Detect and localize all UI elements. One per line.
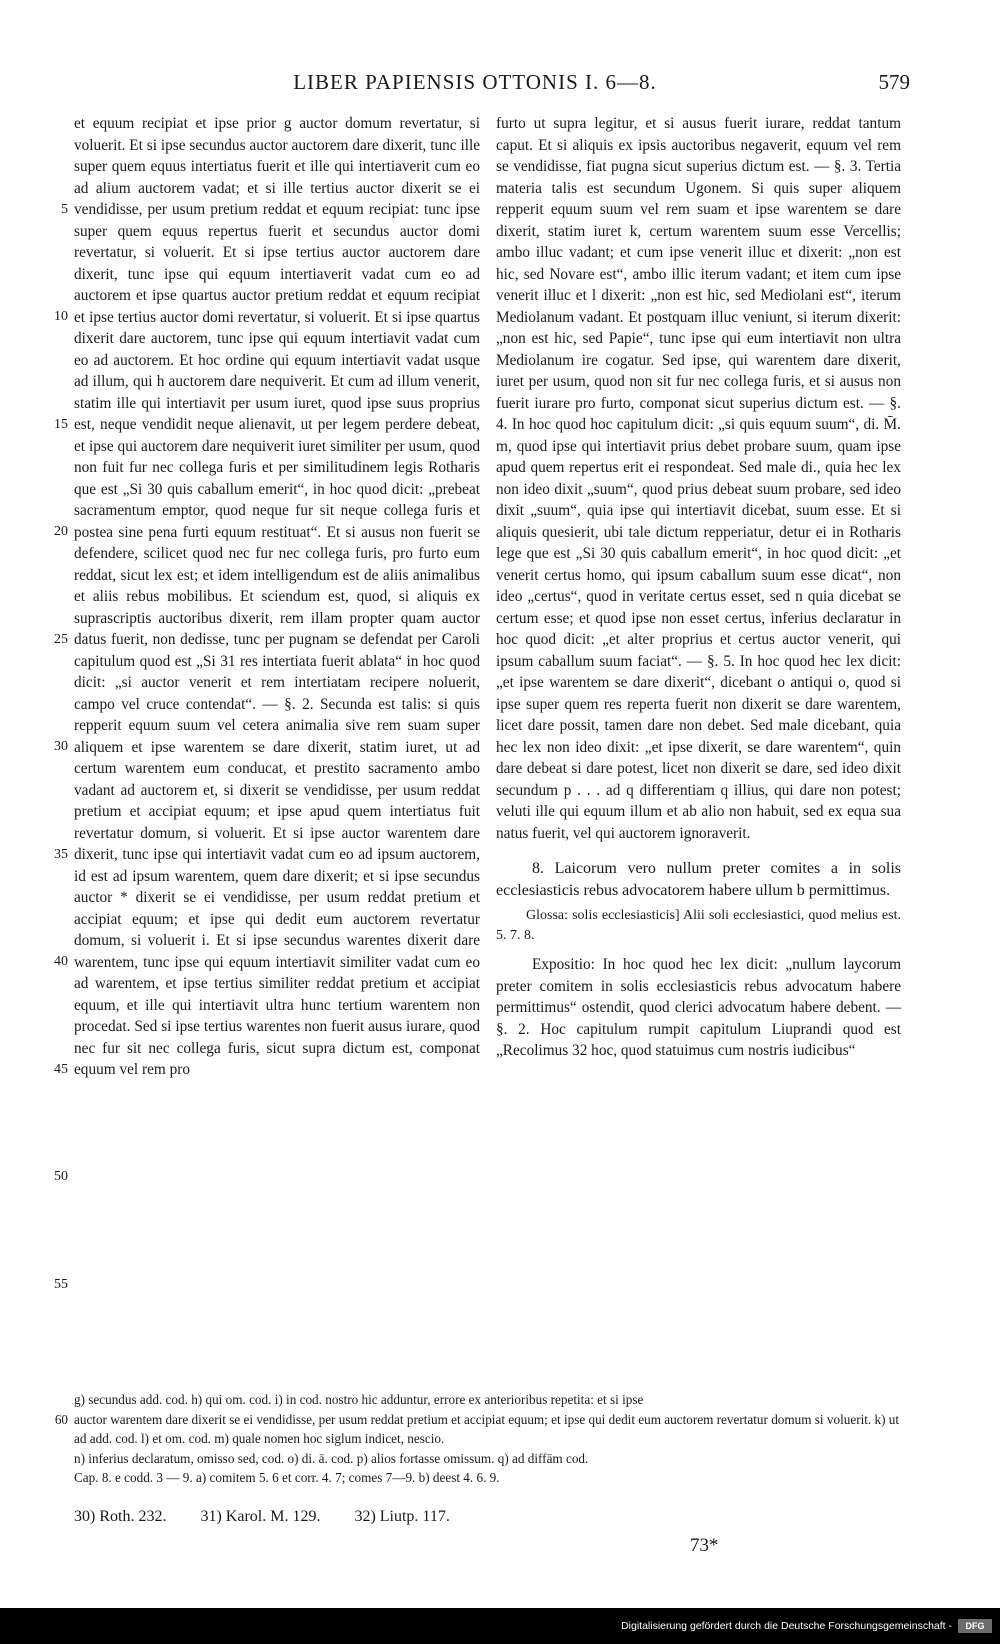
line-number: 10: [54, 309, 68, 324]
critical-apparatus: [22, 1390, 902, 1488]
left-column: [74, 113, 480, 1081]
right-column: [496, 113, 901, 1062]
apparatus-text: auctor warentem dare dixerit se ei vendidisse, per usum reddat pretium et accipiat equum; et ipse qui dedit eum auctorem revertatur domum si voluerit. k) ut ad add. cod. l) et om. cod. m) quale nomen hoc siglum indicet, nescio.: [74, 1411, 900, 1446]
running-header: [40, 70, 910, 102]
apparatus-line-number: 60: [54, 1411, 68, 1427]
page-number: 579: [878, 70, 910, 94]
line-number: 50: [54, 1169, 68, 1184]
apparatus-text: g) secundus add. cod. h) qui om. cod. i) in cod. nostro hic adduntur, errore ex anterioribus repetita: et si ipse: [74, 1392, 644, 1407]
expositio-text: Expositio: In hoc quod hec lex dicit: „nullum laycorum preter comitem in solis ecclesiasticis rebus advocatum habere permittimus“ ostendit, quod clerici advocatum habere debent. — §. 2. Hoc capitulum rumpit capitulum Liuprandi quod est „Recolimus 32 hoc, quod statuimus cum nostris iudicibus“: [496, 956, 901, 1059]
running-title: LIBER PAPIENSIS OTTONIS I. 6—8.: [293, 70, 657, 94]
line-number: 5: [61, 202, 68, 217]
signature-mark: 73*: [690, 1535, 719, 1556]
line-number: 20: [54, 524, 68, 539]
line-number: 45: [54, 1062, 68, 1077]
glossa-text: Glossa: solis ecclesiasticis] Alii soli ecclesiastici, quod melius est. 5. 7. 8.: [496, 908, 901, 943]
source-footnotes: [74, 1508, 544, 1526]
line-number: 40: [54, 954, 68, 969]
footnote-ref: 30) Roth. 232.: [74, 1508, 167, 1525]
section-8-text: 8. Laicorum vero nullum preter comites a in solis ecclesiasticis rebus advocatorem habere ullum b permittimus.: [496, 860, 901, 899]
footnote-ref: 31) Karol. M. 129.: [200, 1508, 321, 1525]
line-number: 30: [54, 739, 68, 754]
apparatus-text: Cap. 8. e codd. 3 — 9. a) comitem 5. 6 et corr. 4. 7; comes 7—9. b) deest 4. 6. 9.: [74, 1470, 500, 1485]
line-number: 55: [54, 1277, 68, 1292]
footnote-ref: 32) Liutp. 117.: [354, 1508, 450, 1525]
digitization-footer: [0, 1608, 1000, 1644]
apparatus-text: n) inferius declaratum, omisso sed, cod. o) di. ā. cod. p) alios fortasse omissum. q) ad diffām cod.: [74, 1450, 589, 1466]
line-number: 15: [54, 417, 68, 432]
line-number: 25: [54, 632, 68, 647]
right-column-text: furto ut supra legitur, et si ausus fuerit iurare, reddat tantum caput. Et si aliquis ex ipsis auctoribus negaverit, equum vel rem se vendidisse, fiat pugna sicut superius dictum est. — §. 3. Tertia materia talis est secundum Ugonem. Si quis super aliquem repperit equum suum vel rem suam et ipse warentem se dare dixerit, statim iuret k, certum warentem suum esse Vercellis; ambo illuc vadant; et cum ipse venerit illuc et dixerit: „non est hic, sed Novare est“, ambo illic iterum vadant; et item cum ipse venerit illuc et l dixerit: „non est hic, sed Mediolani est“, iterum Mediolanum vadant. Et postquam illuc veniunt, si iterum dixerit: „non est hic, sed Papie“, tunc ipse qui eum intertiavit non ultra Mediolanum ire cogatur. Sed ipse, qui warentem dare dixerit, iuret per usum, quod non sit fur nec collega furis, et si ausus non fuerit iurare pro furto, componat sicut superius dictum est. — §. 4. In hoc quod hoc capitulum dicit: „si quis equum suum“, di. M̄. m, quod ipse qui intertiavit prius debet probare suum, quam ipse apud quem repertus erit ei respondeat. Sed male di., quia hec lex non ideo dixit „suum“, quod prius debeat suum probare, sed ideo dixit „suum“, quia ipse qui intertiavit dicebat, suum esse. Et si aliquis quesierit, ubi tale dictum repperiatur, detur ei in Rotharis lege que est „Si 30 quis caballum emerit“, in hoc quod dicit: „et venerit certus homo, qui ipsum caballum suum esse dicat“, non ideo „certus“, quod in veritate certus esset, sed n quia dicebat se certum esse; et quod ipse non esset certus, inferius declaratur in hoc quod dicit: „et alter proprius et certus auctor venerit, qui ipsum caballum suum faciat“. — §. 5. In hoc quod hec lex dicit: „et ipse warentem se dare dixerit“, dicebant o antiqui o, quod si ipse super quem res reperta fuerit non dixerit se dare warentem, licet dare possit, tamen dare non debet. Sed male dicebant, quia hec lex non ideo dixit: „et ipse dixerit, se dare warentem“, quin dare debeat si dare potest, licet non dixerit se dare, sed ideo dixit secundum p . . . ad q differentiam q illius, qui dare non potest; veluti ille qui equum illum et ab alio non habuit, sed ex equa sua natus fuerit, vel qui auctorem ignoraverit.: [496, 115, 901, 842]
apparatus-line: [22, 1410, 902, 1449]
left-column-text: et equum recipiat et ipse prior g auctor domum revertatur, si voluerit. Et si ipse secundus auctor auctorem dare dixerit, tunc ille super quem equus intertiatus fuerit et ille qui intertiaverit cum eo ad alium auctorem vadat; et si ille tertius auctor dixerit se ei vendidisse, per usum pretium reddat et equum recipiat: tunc ipse super quem equus repertus fuerit et secundus auctor domi revertatur, si voluerit. Et si ipse tertius auctor auctorem dare dixerit, tunc ipse qui equum intertiaverit vadat cum eo ad auctorem et ipse quartus auctor pretium reddat et equum recipiat et ipse tertius auctor domi revertatur, si voluerit. Et si ipse quartus dixerit dare auctorem, tunc ipse qui equum intertiavit vadat cum eo ad auctorem. Et hoc ordine qui equum intertiavit vadat usque ad illum, qui h auctorem dare nequiverit. Et cum ad illum venerit, statim ille qui intertiavit per usum iuret, quod ipse suus proprius est, neque vendidit neque alienavit, ut per legem perdere debeat, et ipse qui auctorem dare nequiverit iuret similiter per usum, quod non fuit fur nec collega furis et per similitudinem legis Rotharis que est „Si 30 quis caballum emerit“, in hoc quod dicit: „prebeat sacramentum emptor, quod neque fur sit neque collega furis et postea sine pena furti equum restituat“. Et si ausus non fuerit se defendere, scilicet quod nec fur nec collega furis, pro furto eum reddat, sicut lex est; et idem intelligendum est de aliis animalibus et aliis rebus mobilibus. Et sciendum est, quod, si aliquis ex suprascriptis auctoribus dixerit, rem illam propter quam auctor datus fuerit, non dedisse, tunc per pugnam se defendat per Caroli capitulum quod est „Si 31 res intertiata fuerit ablata“ in hoc quod dicit: „si auctor venerit et rem intertiatam recipere noluerit, campo vel cruce contendat“. — §. 2. Secunda est talis: si quis repperit equum suum vel cetera animalia sive rem suam super aliquem et ipse warentem se dare dixerit, statim iuret, ut ad certum warentem eum conducat, et prestito sacramento ambo vadant ad auctorem et, si dixerit se vendidisse, per usum reddat pretium et accipiat equum; et ipse apud quem intertiatus fuit revertatur domum, si voluerit. Et si ipse auctor warentem dare dixerit, tunc ipse qui intertiavit vadat cum eo ad ipsum auctorem, id est ad ipsum warentem, quem dare dixerit; et si ipse secundus auctor * dixerit se ei vendidisse, per usum reddat pretium et accipiat equum; et ipse qui dedit eum auctorem revertatur domum, si voluerit i. Et si ipse secundus warentes dixerit dare warentem, tunc ipse qui equum intertiavit similiter vadat cum eo ad warentem, et ipse tertius similiter reddat pretium et accipiat equum, et ille qui intertiavit ultra hunc tertium warentem non procedat. Sed si ipse tertius warentes non fuerit ausus iurare, quod nec fur sit nec collega furis, sicut supra dictum est, componat equum vel rem pro: [74, 115, 480, 1078]
line-number: 35: [54, 847, 68, 862]
apparatus-line: [22, 1390, 902, 1410]
apparatus-line: [22, 1449, 902, 1469]
funding-credit: Digitalisierung gefördert durch die Deutsche Forschungsgemeinschaft -: [621, 1620, 952, 1632]
dfg-logo: DFG: [958, 1619, 992, 1633]
apparatus-line: [22, 1468, 902, 1488]
